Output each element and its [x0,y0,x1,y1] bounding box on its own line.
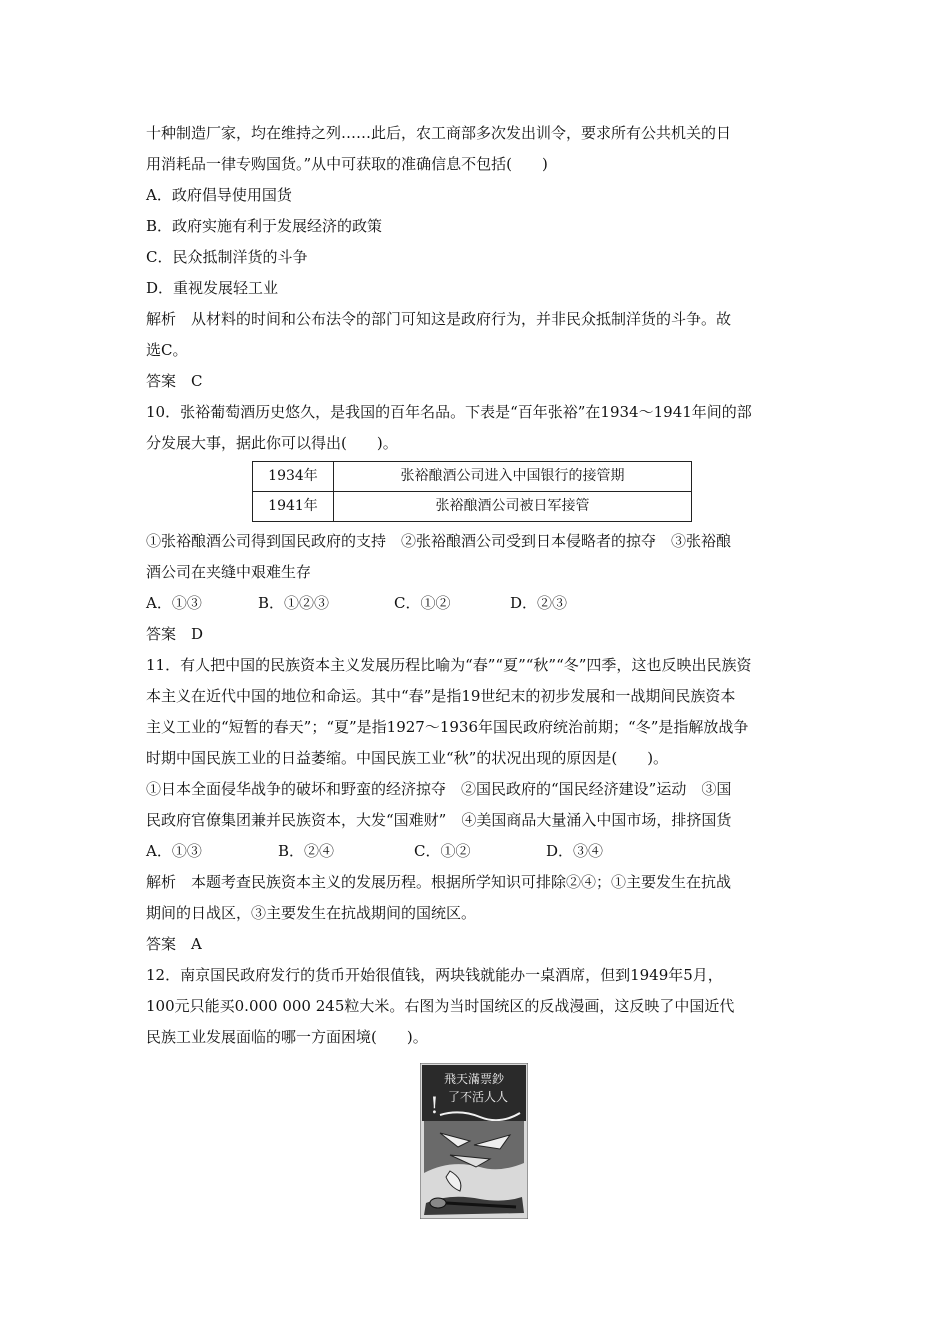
q11-statement-line1: ①日本全面侵华战争的破坏和野蛮的经济掠夺 ②国民政府的“国民经济建设”运动 ③国 [146,780,732,798]
q11-analysis-line2: 期间的日战区，③主要发生在抗战期间的国统区。 [146,904,477,922]
table-row [253,492,692,522]
q12-text-line1: 12．南京国民政府发行的货币开始很值钱，两块钱就能办一桌酒席，但到1949年5月， [146,966,723,984]
q10-options [146,588,816,619]
q10-option-d: D．②③ [510,594,568,612]
q9-option-d: D．重视发展轻工业 [146,279,279,297]
cartoon-caption-line2: 了不活人人 [447,1090,509,1104]
q11-option-b: B．②④ [278,842,335,860]
q11-analysis-line1: 解析 本题考查民族资本主义的发展历程。根据所学知识可排除②④；①主要发生在抗战 [146,873,732,891]
q9-text-line1: 十种制造厂家，均在维持之列……此后，农工商部多次发出训令，要求所有公共机关的日 [146,124,732,142]
q9-analysis-line2: 选C。 [146,341,188,359]
q10-answer: 答案 D [146,625,204,643]
q10-text-line1: 10．张裕葡萄酒历史悠久，是我国的百年名品。下表是“百年张裕”在1934～1941年间的部 [146,403,752,421]
q10-statement-line2: 酒公司在夹缝中艰难生存 [146,563,312,581]
table-cell-event: 张裕酿酒公司被日军接管 [334,492,692,522]
q9-analysis-line1: 解析 从材料的时间和公布法令的部门可知这是政府行为，并非民众抵制洋货的斗争。故 [146,310,732,328]
table-cell-year: 1941年 [253,492,334,522]
q11-option-a: A．①③ [146,842,202,860]
q11-option-c: C．①② [414,842,471,860]
q11-option-d: D．③④ [546,842,604,860]
document-page [146,118,816,1219]
q10-text-line2: 分发展大事，据此你可以得出( )。 [146,434,398,452]
q12-text-line3: 民族工业发展面临的哪一方面困境( )。 [146,1028,428,1046]
q10-statement-line1: ①张裕酿酒公司得到国民政府的支持 ②张裕酿酒公司受到日本侵略者的掠夺 ③张裕酿 [146,532,732,550]
table-cell-year: 1934年 [253,462,334,492]
q10-option-b: B．①②③ [258,594,330,612]
q9-text-line2: 用消耗品一律专购国货。”从中可获取的准确信息不包括( ) [146,155,548,173]
q11-options [146,836,816,867]
q10-option-a: A．①③ [146,594,202,612]
table-row [253,462,692,492]
q11-text-line2: 本主义在近代中国的地位和命运。其中“春”是指19世纪末的初步发展和一战期间民族资本 [146,687,736,705]
table-cell-event: 张裕酿酒公司进入中国银行的接管期 [334,462,692,492]
q9-option-a: A．政府倡导使用国货 [146,186,292,204]
q11-text-line3: 主义工业的“短暂的春天”；“夏”是指1927～1936年国民政府统治前期；“冬”是指解放战争 [146,718,749,736]
anti-war-cartoon-image [420,1063,528,1219]
q9-option-b: B．政府实施有利于发展经济的政策 [146,217,383,235]
q9-answer: 答案 C [146,372,203,390]
q10-option-c: C．①② [394,594,451,612]
q11-answer: 答案 A [146,935,202,953]
q12-text-line2: 100元只能买0.000 000 245粒大米。右图为当时国统区的反战漫画，这反映了中国近代 [146,997,735,1015]
cartoon-caption-line1: 飛天滿票鈔 [443,1072,505,1086]
q11-text-line1: 11．有人把中国的民族资本主义发展历程比喻为“春”“夏”“秋”“冬”四季，这也反映出民族资 [146,656,752,674]
exclamation-mark: ! [430,1094,439,1119]
q11-text-line4: 时期中国民族工业的日益萎缩。中国民族工业“秋”的状况出现的原因是( )。 [146,749,669,767]
q10-table [252,461,692,522]
q9-option-c: C．民众抵制洋货的斗争 [146,248,308,266]
q11-statement-line2: 民政府官僚集团兼并民族资本，大发“国难财” ④美国商品大量涌入中国市场，排挤国货 [146,811,732,829]
